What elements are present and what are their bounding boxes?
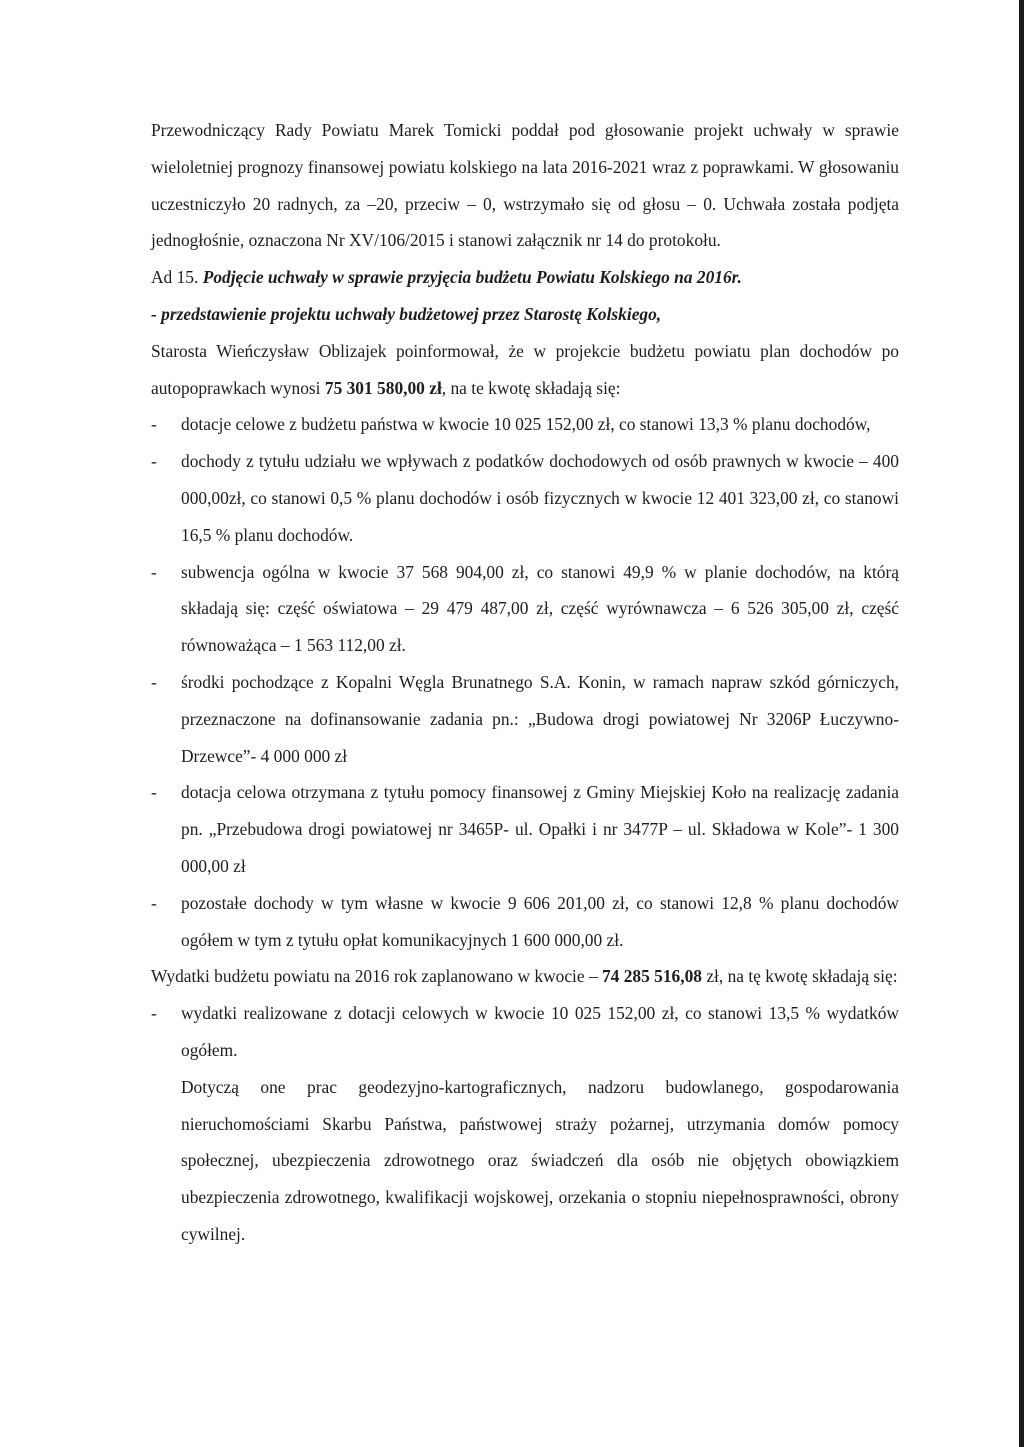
list-item-text: dotacje celowe z budżetu państwa w kwocie 10 025 152,00 zł, co stanowi 13,3 % planu dochodów, xyxy=(181,414,871,435)
list-item-text: pozostałe dochody w tym własne w kwocie 9 606 201,00 zł, co stanowi 12,8 % planu dochodów ogółem w tym z tytułu opłat komunikacyjnych 1 600 000,00 zł. xyxy=(181,892,899,950)
agenda-number: Ad 15. xyxy=(151,267,203,288)
income-list xyxy=(151,406,899,958)
list-item-text: wydatki realizowane z dotacji celowych w kwocie 10 025 152,00 zł, co stanowi 13,5 % wydatków ogółem. xyxy=(181,1003,899,1060)
expense-intro-tail: zł, na tę kwotę składają się: xyxy=(701,966,898,987)
list-item xyxy=(151,664,899,774)
scan-border xyxy=(1019,0,1024,1447)
list-item xyxy=(151,443,899,553)
list-item-text: dotacja celowa otrzymana z tytułu pomocy finansowej z Gminy Miejskiej Koło na realizację zadania pn. „Przebudowa drogi powiatowej nr 3465P- ul. Opałki i nr 3477P – ul. Składowa w Kole”- 1 300 000,00 zł xyxy=(181,782,899,876)
list-item-text: dochody z tytułu udziału we wpływach z podatków dochodowych od osób prawnych w kwocie – 400 000,00zł, co stanowi 0,5 % planu dochodów i osób fizycznych w kwocie 12 401 323,00 zł, co stanowi 16,5 % planu dochodów. xyxy=(181,451,899,545)
agenda-title: Podjęcie uchwały w sprawie przyjęcia budżetu Powiatu Kolskiego na 2016r. xyxy=(202,267,742,288)
agenda-heading xyxy=(151,259,899,296)
expense-detail: Dotyczą one prac geodezyjno-kartograficznych, nadzoru budowlanego, gospodarowania nieruchomościami Skarbu Państwa, państwowej straży pożarnej, utrzymania domów pomocy społecznej, ubezpieczenia zdrowotnego oraz świadczeń dla osób nie objętych obowiązkiem ubezpieczenia zdrowotnego, kwalifikacji wojskowej, orzekania o stopniu niepełnosprawności, obrony cywilnej. xyxy=(181,1076,899,1244)
income-intro-tail: , na te kwotę składają się: xyxy=(441,377,621,398)
income-intro-text: Starosta Wieńczysław Oblizajek poinformował, że w projekcie budżetu powiatu plan dochodów po autopoprawkach wynosi xyxy=(151,340,899,398)
sub-heading: - przedstawienie projektu uchwały budżetowej przez Starostę Kolskiego, xyxy=(151,303,662,324)
list-item xyxy=(151,995,899,1069)
expense-list xyxy=(151,995,899,1069)
income-total-amount: 75 301 580,00 zł xyxy=(324,377,442,398)
list-dash: - xyxy=(151,451,157,472)
list-dash: - xyxy=(151,561,157,582)
list-item xyxy=(151,885,899,959)
list-dash: - xyxy=(151,1003,157,1024)
list-item-text: subwencja ogólna w kwocie 37 568 904,00 zł, co stanowi 49,9 % w planie dochodów, na którą składają się: część oświatowa – 29 479 487,00 zł, część wyrównawcza – 6 526 305,00 zł, część równoważąca – 1 563 112,00 zł. xyxy=(181,561,899,656)
list-dash: - xyxy=(151,892,157,913)
list-item xyxy=(151,406,899,443)
expense-total-amount: 74 285 516,08 xyxy=(601,966,702,987)
list-item-text: środki pochodzące z Kopalni Węgla Brunatnego S.A. Konin, w ramach napraw szkód górniczych, przeznaczone na dofinansowanie zadania pn.: „Budowa drogi powiatowej Nr 3206P Łuczywno- Drzewce”- 4 000 000 zł xyxy=(181,671,899,766)
list-item xyxy=(151,554,899,664)
list-dash: - xyxy=(151,414,157,435)
list-dash: - xyxy=(151,671,157,692)
vote-paragraph: Przewodniczący Rady Powiatu Marek Tomicki poddał pod głosowanie projekt uchwały w sprawie wieloletniej prognozy finansowej powiatu kolskiego na lata 2016-2021 wraz z poprawkami. W głosowaniu uczestniczyło 20 radnych, za –20, przeciw – 0, wstrzymało się od głosu – 0. Uchwała została podjęta jednogłośnie, oznaczona Nr XV/106/2015 i stanowi załącznik nr 14 do protokołu. xyxy=(151,120,899,251)
list-item xyxy=(151,774,899,884)
income-intro xyxy=(151,333,899,407)
list-dash: - xyxy=(151,782,157,803)
expense-intro xyxy=(151,958,899,995)
document-body xyxy=(151,112,899,1253)
expense-intro-text: Wydatki budżetu powiatu na 2016 rok zaplanowano w kwocie – xyxy=(151,966,602,987)
